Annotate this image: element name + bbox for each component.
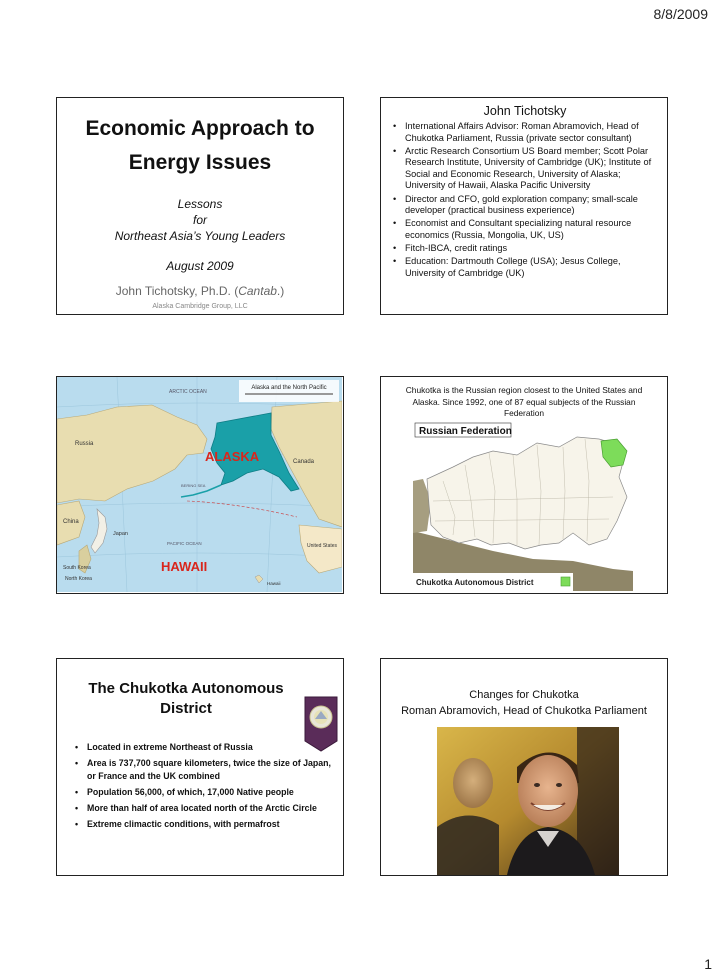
map-title: Russian Federation	[419, 426, 512, 437]
list-item: • Education: Dartmouth College (USA); Jesus College, University of Cambridge (UK)	[391, 256, 659, 279]
slide-title	[56, 97, 344, 315]
legend-swatch	[561, 577, 570, 586]
slide-bio	[380, 97, 668, 315]
portrait-photo	[437, 727, 619, 875]
label-japan: Japan	[113, 531, 128, 537]
slide1-author: John Tichotsky, Ph.D. (Cantab.)	[115, 284, 285, 298]
list-item: • Located in extreme Northeast of Russia	[73, 741, 339, 754]
slide1-subtitle-line1: Lessons	[177, 197, 223, 211]
slide4-caption: Chukotka is the Russian region closest to the United States and Alaska. Since 1992, one of 87 equal subjects of the Russian Federation	[405, 385, 643, 418]
slide-north-pacific-map	[56, 376, 344, 594]
slide-russian-federation	[380, 376, 668, 594]
legend-label: Chukotka Autonomous District	[416, 578, 534, 587]
label-alaska: ALASKA	[205, 449, 260, 464]
list-item: • Economist and Consultant specializing natural resource economics (Russia, Mongolia, UK, US)	[391, 218, 659, 241]
slide1-title-line2: Energy Issues	[128, 151, 272, 174]
list-item: • Fitch-IBCA, credit ratings	[391, 243, 659, 255]
slide1-organization: Alaska Cambridge Group, LLC	[152, 303, 248, 310]
list-item: • More than half of area located north of the Arctic Circle	[73, 802, 339, 815]
label-north-korea: North Korea	[65, 576, 92, 582]
slide-changes-for-chukotka	[380, 658, 668, 876]
slide2-bullet-list	[391, 121, 659, 279]
label-pacific-ocean: PACIFIC OCEAN	[167, 541, 202, 546]
slide1-subtitle-line3: Northeast Asia’s Young Leaders	[114, 229, 286, 243]
slide1-subtitle-line2: for	[192, 213, 207, 227]
slide6-heading: Changes for Chukotka	[469, 689, 579, 701]
label-hawaii: HAWAII	[161, 559, 208, 574]
slide-chukotka-district	[56, 658, 344, 876]
slide5-title: The Chukotka Autonomous District	[88, 680, 284, 717]
list-item: • Population 56,000, of which, 17,000 Native people	[73, 786, 339, 799]
page-date: 8/8/2009	[653, 6, 708, 22]
list-item: • Area is 737,700 square kilometers, twice the size of Japan, or France and the UK combined	[73, 757, 339, 783]
label-russia: Russia	[75, 441, 94, 447]
north-pacific-map	[57, 377, 342, 592]
slide1-title-line1: Economic Approach to	[85, 117, 315, 140]
slide1-date: August 2009	[166, 259, 234, 273]
label-united-states: United States	[307, 543, 338, 549]
list-item: • Extreme climactic conditions, with permafrost	[73, 818, 339, 831]
list-item: • Director and CFO, gold exploration company; small-scale developer (practical business experience)	[391, 194, 659, 217]
label-south-korea: South Korea	[63, 565, 91, 571]
list-item: • Arctic Research Consortium US Board member; Scott Polar Research Institute, University of Cambridge (UK); Institute of Social and Economic Research, University of Alaska; University of Hawaii, Alaska Pacific University	[391, 146, 659, 192]
slide5-bullet-list	[73, 741, 339, 834]
russian-federation-map	[413, 421, 633, 591]
slide2-heading: John Tichotsky	[483, 104, 567, 118]
list-item: • International Affairs Advisor: Roman Abramovich, Head of Chukotka Parliament, Russia (private sector consultant)	[391, 121, 659, 144]
label-bering-sea: BERING SEA	[181, 483, 206, 488]
label-canada: Canada	[293, 459, 315, 465]
page-number: 1	[704, 956, 712, 972]
label-hawaii-island: Hawaii	[267, 581, 281, 586]
label-arctic-ocean: ARCTIC OCEAN	[169, 389, 207, 395]
map-title: Alaska and the North Pacific	[251, 385, 327, 391]
slide6-subheading: Roman Abramovich, Head of Chukotka Parliament	[401, 705, 647, 717]
label-china: China	[63, 519, 79, 525]
